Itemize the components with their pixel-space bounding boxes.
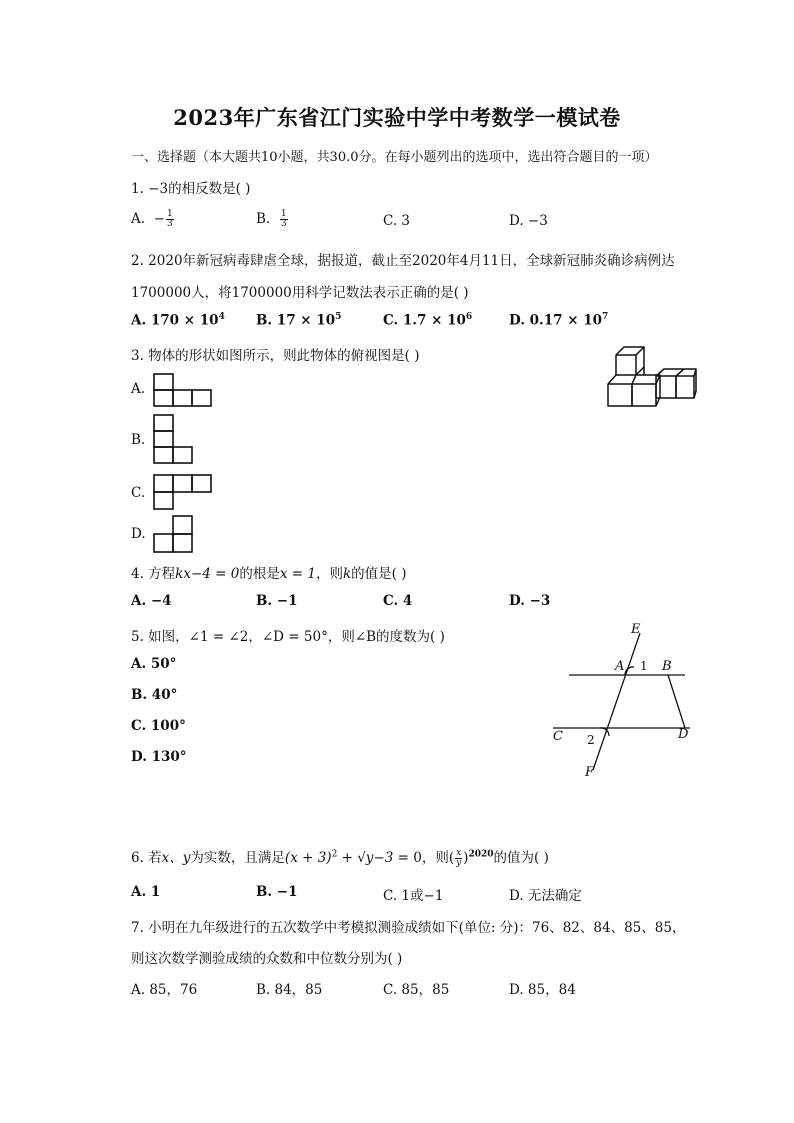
q7-option-a: A. 85，76 (131, 982, 198, 998)
question-3-stem: 3. 物体的形状如图所示，则此物体的俯视图是( ) (131, 348, 420, 364)
fig-label-a: A (615, 659, 625, 674)
q7-option-d: D. 85，84 (509, 982, 576, 998)
fig-angle-1: 1 (640, 659, 648, 673)
q5-option-b: B. 40° (131, 687, 178, 703)
q1-option-b: B. $\frac{1}{3}$ (256, 209, 287, 229)
q6-option-a: A. 1 (131, 884, 161, 900)
question-2-line2: 1700000人，将1700000用科学记数法表示正确的是( ) (131, 285, 469, 301)
fig-label-c: C (553, 729, 563, 744)
q1-option-c: C. 3 (383, 213, 411, 229)
question-6-stem: 6. 若x、y为实数，且满足$(x + 3)^2 + √y-3 = 0$，则( $\frac{x}{y}$ )$^{2020}$的值为( ) (131, 848, 549, 868)
q2-option-a: A. $170 \times 10^4$ (131, 312, 225, 329)
question-4-stem: 4. 方程kx−4 = 0的根是x = 1，则k的值是( ) (131, 566, 407, 582)
q3-option-d-label: D. (131, 526, 146, 542)
q2-option-b: B. $17 \times 10^5$ (256, 312, 342, 329)
q1-option-a: A. − $\frac{1}{3}$ (131, 209, 173, 229)
q4-option-a: A. −4 (131, 593, 172, 609)
section-heading: 一、选择题（本大题共10小题，共30.0分。在每小题列出的选项中，选出符合题目的一项） (131, 150, 658, 165)
q3-option-d-figure (152, 514, 198, 554)
question-7-line1: 7. 小明在九年级进行的五次数学中考模拟测验成绩如下(单位: 分)：76、82、84、85、85， (131, 920, 686, 936)
q5-option-d: D. 130° (131, 749, 187, 765)
q6-option-d: D. 无法确定 (509, 888, 582, 904)
q3-object-figure (604, 342, 700, 412)
fig-label-d: D (678, 727, 689, 742)
question-1-stem: 1. −3的相反数是( ) (131, 181, 251, 197)
q2-option-c: C. $1.7 \times 10^6$ (383, 312, 473, 329)
q5-option-c: C. 100° (131, 718, 186, 734)
q2-option-d: D. $0.17 \times 10^7$ (509, 312, 609, 329)
fig-label-e: E (631, 622, 641, 637)
q7-option-c: C. 85，85 (383, 982, 450, 998)
question-7-line2: 则这次数学测验成绩的众数和中位数分别为( ) (131, 951, 403, 967)
q3-option-a-figure (152, 372, 216, 408)
q4-option-c: C. 4 (383, 593, 413, 609)
q3-option-b-label: B. (131, 432, 146, 448)
q4-option-b: B. −1 (256, 593, 298, 609)
q5-geometry-figure (545, 618, 705, 784)
q3-option-b-figure (152, 413, 198, 465)
question-2-line1: 2. 2020年新冠病毒肆虐全球，据报道，截止至2020年4月11日，全球新冠肺炎确诊病例达 (131, 253, 675, 269)
q3-option-a-label: A. (131, 381, 146, 397)
page-title: 2023年广东省江门实验中学中考数学一模试卷 (173, 105, 621, 130)
fig-label-f: F (585, 765, 595, 780)
q3-option-c-label: C. (131, 485, 146, 501)
q6-option-c: C. 1或−1 (383, 888, 444, 904)
question-5-stem: 5. 如图，∠1 = ∠2，∠D = 50°，则∠B的度数为( ) (131, 629, 445, 645)
q5-option-a: A. 50° (131, 656, 177, 672)
q1-option-d: D. −3 (509, 213, 548, 229)
q4-option-d: D. −3 (509, 593, 551, 609)
fig-label-b: B (662, 659, 672, 674)
fig-angle-2: 2 (587, 733, 595, 747)
q7-option-b: B. 84，85 (256, 982, 323, 998)
q3-option-c-figure (152, 473, 216, 511)
q6-option-b: B. −1 (256, 884, 298, 900)
